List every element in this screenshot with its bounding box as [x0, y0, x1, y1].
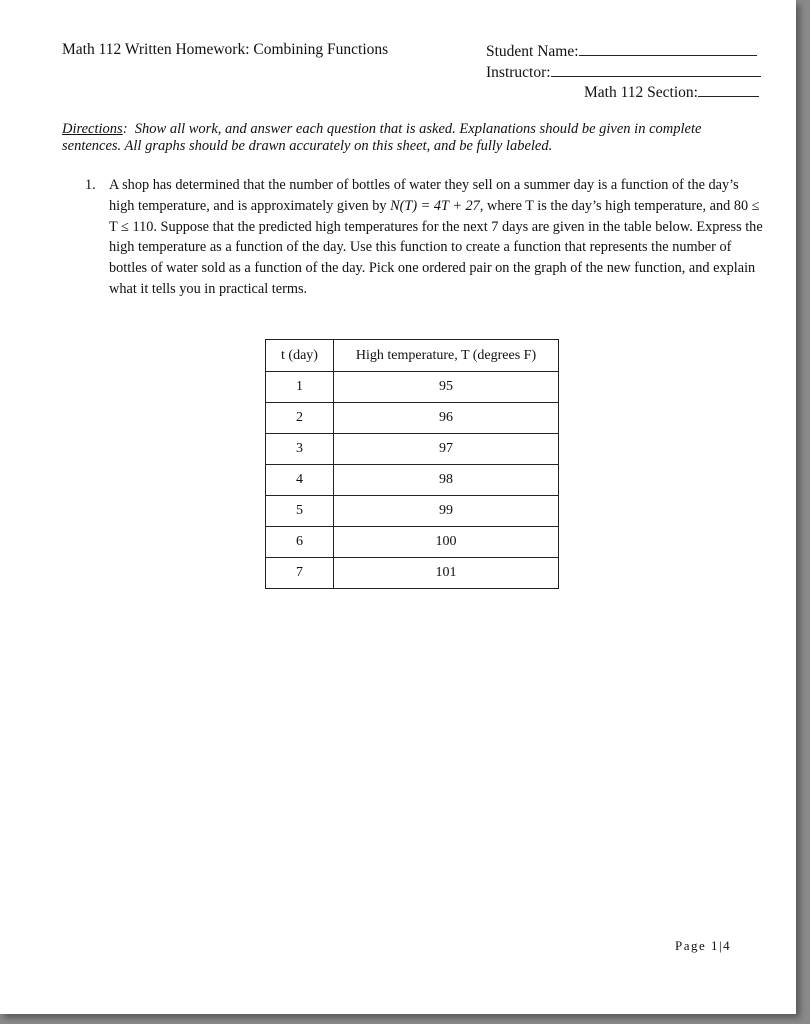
- question-text-part3: . Suppose that the predicted high temperatures for the next 7 days are given in the table below. Express the high temperature as a function of the day. Use this function to create a function that represents the number of bottles of water sold as a function of the day. Pick one ordered pair on the graph of the new function, and explain what it tells you in practical terms.: [109, 218, 763, 297]
- page-number: Page 1|4: [675, 938, 732, 953]
- question-text-part1: A shop has determined that the number of bottles of water they sell on a summer day is a function of the day’s high temperature, and is approximately given by: [109, 177, 739, 214]
- directions-text: Show all work, and answer each question that is asked. Explanations should be given in complete sentences. All graphs should be drawn accurately on this sheet, and be fully labeled.: [62, 121, 702, 154]
- table-row: [266, 434, 559, 465]
- instructor-label: Instructor:: [486, 64, 551, 81]
- table-row: [266, 403, 559, 434]
- instructor-blank: [551, 62, 761, 77]
- table-row: [266, 372, 559, 403]
- temperature-cell: 95: [334, 372, 559, 403]
- question-text-part2: , where T is the day’s high temperature, and: [479, 197, 734, 214]
- section-label: Math 112 Section:: [584, 84, 698, 101]
- directions: Directions: Show all work, and answer each question that is asked. Explanations should be given in complete sentences. All graphs should be drawn accurately on this sheet, and be fully labeled.: [62, 121, 702, 154]
- day-cell: 7: [266, 558, 334, 589]
- day-cell: 3: [266, 434, 334, 465]
- student-name-field: [486, 41, 757, 61]
- question-text: [109, 175, 764, 300]
- student-name-label: Student Name:: [486, 43, 579, 60]
- day-cell: 4: [266, 465, 334, 496]
- question-number: 1.: [85, 177, 96, 193]
- directions-label: Directions: [62, 121, 123, 137]
- table-row: [266, 465, 559, 496]
- table-row: [266, 496, 559, 527]
- formula: N(T) = 4T + 27: [390, 197, 480, 214]
- temperature-cell: 100: [334, 527, 559, 558]
- table-row: [266, 558, 559, 589]
- temperature-cell: 97: [334, 434, 559, 465]
- instructor-field: [486, 62, 761, 82]
- column-header-day: t (day): [266, 340, 334, 372]
- document-title: Math 112 Written Homework: Combining Functions: [62, 41, 389, 58]
- temperature-table: [265, 339, 559, 589]
- column-header-temperature: High temperature, T (degrees F): [334, 340, 559, 372]
- table-header-row: [266, 340, 559, 372]
- temperature-cell: 101: [334, 558, 559, 589]
- table-row: [266, 527, 559, 558]
- constraint: 80 ≤ T ≤ 110: [109, 197, 760, 235]
- day-cell: 1: [266, 372, 334, 403]
- day-cell: 6: [266, 527, 334, 558]
- day-cell: 5: [266, 496, 334, 527]
- student-name-blank: [579, 41, 757, 56]
- temperature-cell: 98: [334, 465, 559, 496]
- temperature-cell: 96: [334, 403, 559, 434]
- temperature-cell: 99: [334, 496, 559, 527]
- day-cell: 2: [266, 403, 334, 434]
- section-blank: [698, 82, 759, 97]
- section-field: [584, 82, 759, 102]
